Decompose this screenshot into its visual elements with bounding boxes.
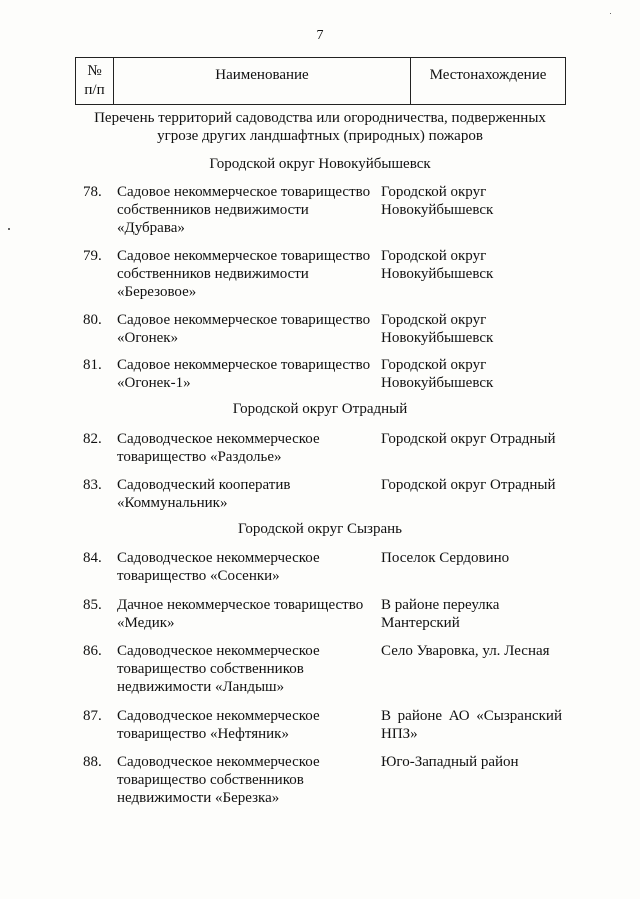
row-name-line: собственников недвижимости	[117, 266, 309, 282]
row-name-line: Садоводческое некоммерческое	[117, 708, 320, 724]
row-name-line: недвижимости «Ландыш»	[117, 679, 285, 695]
row-name	[117, 549, 320, 585]
row-location-line: В районе АО «Сызранский	[381, 708, 562, 724]
section-heading: Городской округ Новокуйбышевск	[209, 156, 431, 172]
row-location-line: Городской округ Отрадный	[381, 477, 556, 493]
list-title-line: Перечень территорий садоводства или огородничества, подверженных	[94, 110, 546, 126]
row-number: 79.	[83, 248, 102, 264]
row-name-line: Садоводческое некоммерческое	[117, 550, 320, 566]
row-number: 88.	[83, 754, 102, 770]
section-heading: Городской округ Отрадный	[232, 401, 408, 417]
row-number: 87.	[83, 708, 102, 724]
row-name-line: товарищество «Раздолье»	[117, 449, 282, 465]
row-name-line: Садовое некоммерческое товарищество	[117, 357, 371, 373]
row-location	[381, 311, 493, 347]
row-name-line: Садовое некоммерческое товарищество	[117, 248, 371, 264]
page-number: 7	[316, 28, 324, 43]
row-name-line: товарищество «Нефтяник»	[117, 726, 289, 742]
header-number-sign: №	[87, 63, 102, 79]
row-name-line: «Коммунальник»	[117, 495, 228, 511]
row-location-line: Новокуйбышевск	[381, 375, 494, 391]
row-name	[117, 596, 363, 632]
row-name-line: «Медик»	[117, 615, 175, 631]
row-location	[381, 247, 493, 283]
row-name	[117, 430, 320, 466]
row-number: 83.	[83, 477, 102, 493]
row-location-line: Новокуйбышевск	[381, 202, 494, 218]
row-location-line: Село Уваровка, ул. Лесная	[381, 643, 550, 659]
row-location-line: Городской округ	[381, 184, 487, 200]
row-name-line: «Дубрава»	[117, 220, 185, 236]
row-location-line: Новокуйбышевск	[381, 330, 494, 346]
row-name-line: «Огонек»	[117, 330, 179, 346]
header-number-abbr: п/п	[84, 82, 105, 98]
row-name	[117, 247, 370, 301]
row-location	[381, 183, 493, 219]
row-name	[117, 707, 320, 743]
scan-speck	[8, 228, 10, 230]
row-number: 84.	[83, 550, 102, 566]
row-location-line: Городской округ	[381, 357, 487, 373]
row-location-line: В районе переулка	[381, 597, 500, 613]
row-location-line: Юго-Западный район	[381, 754, 519, 770]
row-location-line: Городской округ Отрадный	[381, 431, 556, 447]
row-name-line: товарищество «Сосенки»	[117, 568, 280, 584]
row-name-line: Садоводческое некоммерческое	[117, 643, 320, 659]
row-location-line: Городской округ	[381, 312, 487, 328]
row-name-line: «Огонек-1»	[117, 375, 191, 391]
table-header	[75, 57, 566, 105]
row-name-line: недвижимости «Березка»	[117, 790, 280, 806]
header-name-column: Наименование	[215, 67, 309, 83]
row-location	[381, 753, 519, 771]
row-name-line: Садоводческий кооператив	[117, 477, 291, 493]
row-name	[117, 311, 370, 347]
row-number: 78.	[83, 184, 102, 200]
row-location-line: Новокуйбышевск	[381, 266, 494, 282]
row-number: 82.	[83, 431, 102, 447]
row-location	[381, 642, 550, 660]
row-name-line: товарищество собственников	[117, 772, 304, 788]
list-title	[0, 109, 640, 145]
row-name-line: собственников недвижимости	[117, 202, 309, 218]
row-location	[381, 707, 562, 743]
header-location-column: Местонахождение	[429, 67, 547, 83]
row-name-line: Садоводческое некоммерческое	[117, 754, 320, 770]
header-number-column	[76, 58, 113, 104]
row-number: 86.	[83, 643, 102, 659]
row-name-line: «Березовое»	[117, 284, 197, 300]
row-name-line: Садовое некоммерческое товарищество	[117, 184, 371, 200]
row-location	[381, 430, 556, 448]
row-name-line: Дачное некоммерческое товарищество	[117, 597, 364, 613]
row-number: 80.	[83, 312, 102, 328]
row-name	[117, 183, 370, 237]
section-heading: Городской округ Сызрань	[237, 521, 403, 537]
row-location	[381, 356, 493, 392]
row-number: 81.	[83, 357, 102, 373]
row-location	[381, 596, 499, 632]
row-location	[381, 476, 556, 494]
row-location-line: Городской округ	[381, 248, 487, 264]
row-location	[381, 549, 509, 567]
row-name-line: Садовое некоммерческое товарищество	[117, 312, 371, 328]
row-name-line: товарищество собственников	[117, 661, 304, 677]
scan-speck	[610, 13, 611, 14]
row-name	[117, 476, 290, 512]
row-location-line: НПЗ»	[381, 726, 418, 742]
row-name	[117, 753, 320, 807]
row-number: 85.	[83, 597, 102, 613]
list-title-line: угрозе других ландшафтных (природных) пожаров	[157, 128, 483, 144]
row-location-line: Мантерский	[381, 615, 460, 631]
row-name	[117, 642, 320, 696]
row-name	[117, 356, 370, 392]
row-location-line: Поселок Сердовино	[381, 550, 510, 566]
row-name-line: Садоводческое некоммерческое	[117, 431, 320, 447]
